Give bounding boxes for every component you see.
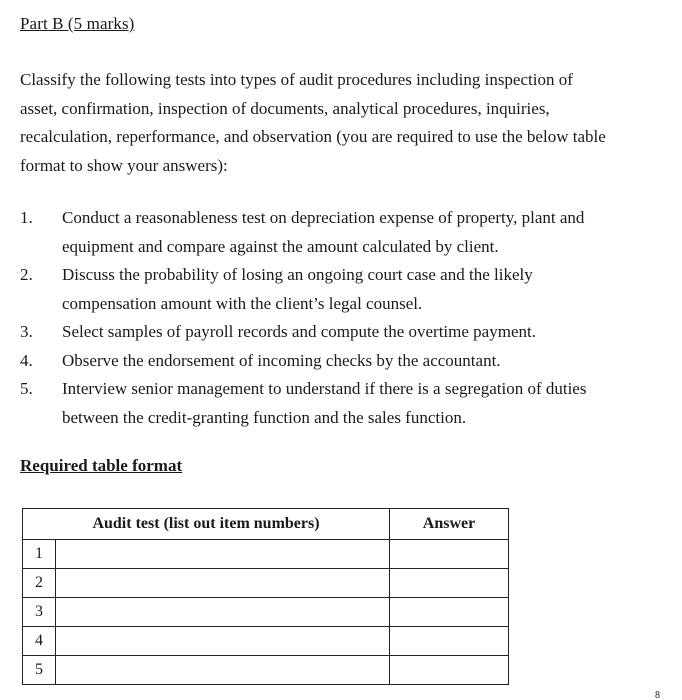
row-number: 3 (23, 598, 56, 626)
list-item-text: Observe the endorsement of incoming checks by the accountant. (62, 350, 501, 370)
row-number: 5 (23, 656, 56, 684)
list-item (20, 261, 670, 318)
table-row (23, 656, 509, 685)
instructions-line: asset, confirmation, inspection of documents, analytical procedures, inquiries, (20, 98, 550, 118)
list-item-number: 3. (20, 322, 33, 341)
instructions-line: format to show your answers): (20, 155, 228, 175)
answer-cell[interactable] (390, 656, 509, 685)
answer-table (22, 508, 509, 685)
list-item-text: Discuss the probability of losing an ongoing court case and the likely (62, 265, 533, 284)
row-cell (23, 627, 390, 656)
list-item-number: 2. (20, 265, 33, 284)
list-item (20, 204, 670, 261)
header-answer: Answer (390, 509, 509, 540)
list-item-text: between the credit-granting function and the sales function. (62, 407, 467, 427)
list-item (20, 347, 670, 376)
row-number: 1 (23, 540, 56, 568)
answer-cell[interactable] (390, 627, 509, 656)
header-audit-test: Audit test (list out item numbers) (23, 509, 390, 540)
answer-cell[interactable] (390, 569, 509, 598)
list-item (20, 318, 670, 347)
list-item-text: compensation amount with the client’s legal counsel. (62, 293, 423, 313)
list-item-number: 5. (20, 379, 33, 398)
row-number: 4 (23, 627, 56, 655)
row-cell (23, 656, 390, 685)
row-cell (23, 540, 390, 569)
row-cell (23, 569, 390, 598)
audit-test-list (20, 204, 670, 432)
instructions-line: Classify the following tests into types of audit procedures including inspection of (20, 70, 573, 89)
answer-cell[interactable] (390, 598, 509, 627)
list-item-text: Interview senior management to understand if there is a segregation of duties (62, 379, 587, 398)
table-row (23, 540, 509, 569)
page-number: 8 (655, 690, 660, 700)
list-item (20, 375, 670, 432)
list-item-number: 1. (20, 208, 33, 227)
required-table-heading: Required table format (20, 456, 183, 475)
section-heading: Part B (5 marks) (20, 14, 135, 33)
list-item-text: equipment and compare against the amount calculated by client. (62, 236, 499, 256)
instructions-paragraph (20, 66, 670, 180)
list-item-text: Conduct a reasonableness test on depreciation expense of property, plant and (62, 208, 585, 227)
row-number: 2 (23, 569, 56, 597)
answer-cell[interactable] (390, 540, 509, 569)
table-header-row (23, 509, 509, 540)
table-row (23, 598, 509, 627)
table-row (23, 627, 509, 656)
list-item-number: 4. (20, 350, 33, 370)
table-row (23, 569, 509, 598)
instructions-line: recalculation, reperformance, and observation (you are required to use the below table (20, 127, 606, 146)
list-item-text: Select samples of payroll records and compute the overtime payment. (62, 322, 536, 341)
row-cell (23, 598, 390, 627)
